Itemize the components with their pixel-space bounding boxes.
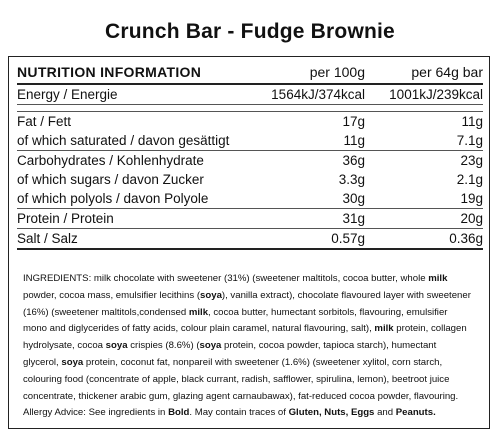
row-value-100g: 11g bbox=[343, 133, 365, 148]
ingredient-text: ), vanilla extract), chocolate flavoured layer with sweetener (16%) (sweetener maltitols,condensed bbox=[23, 289, 471, 318]
table-row bbox=[17, 131, 483, 151]
ingredient-text: protein, collagen hydrolysate, cocoa bbox=[23, 323, 467, 352]
ingredient-text: INGREDIENTS: milk chocolate with sweetener (31%) (sweetener maltitols, cocoa butter, whole bbox=[23, 273, 429, 284]
table-row bbox=[17, 229, 483, 250]
row-value-bar: 19g bbox=[460, 191, 483, 206]
row-divider bbox=[17, 105, 483, 112]
row-value-bar: 23g bbox=[365, 151, 483, 171]
row-value-100g: 31g bbox=[255, 209, 365, 229]
allergen-text: Gluten, Nuts, Eggs bbox=[288, 407, 375, 419]
ingredient-text: protein, coconut fat, nonpareil with sweetener (1.6%) (sweetener xylitol, corn starch, colouring food (concentrate of apple, black currant, radish, safflower, spirulina, lemon), beetroot juice concentrate, thickener arabic gum, glazing agent carnaubawax), fat-reduced cocoa powder, flavouring. Allergy Advice: See ingredients in bbox=[23, 356, 459, 419]
row-value-100g: 36g bbox=[255, 151, 365, 171]
allergen-text: milk bbox=[188, 306, 209, 318]
row-value-bar: 2.1g bbox=[456, 172, 483, 187]
ingredients-text bbox=[23, 271, 473, 422]
row-value-bar: 0.36g bbox=[365, 229, 483, 250]
row-value-100g: 30g bbox=[342, 191, 365, 206]
row-value-bar: 7.1g bbox=[456, 133, 483, 148]
table-row bbox=[17, 112, 483, 132]
row-label: of which polyols / davon Polyole bbox=[17, 191, 209, 206]
ingredient-text: . May contain traces of bbox=[189, 407, 289, 419]
row-value-100g: 17g bbox=[255, 112, 365, 132]
product-title: Crunch Bar - Fudge Brownie bbox=[105, 20, 395, 43]
row-label: Fat / Fett bbox=[17, 112, 255, 132]
nutrition-table bbox=[17, 61, 483, 256]
allergen-text: Bold bbox=[168, 407, 190, 419]
table-header-row bbox=[17, 61, 483, 84]
allergen-text: soya bbox=[105, 340, 128, 352]
allergen-text: soya bbox=[199, 340, 222, 352]
table-row bbox=[17, 84, 483, 105]
row-label: Salt / Salz bbox=[17, 229, 255, 250]
table-row bbox=[17, 209, 483, 229]
ingredient-text: powder, cocoa mass, emulsifier lecithins ( bbox=[23, 289, 201, 301]
ingredient-text: , cocoa butter, humectant sorbitols, flavouring, emulsifier mono and diglycerides of fatty acids, colour plain caramel, natural flavouring, salt), bbox=[23, 306, 448, 335]
row-label: Energy / Energie bbox=[17, 84, 255, 105]
row-label: Carbohydrates / Kohlenhydrate bbox=[17, 151, 255, 171]
row-label: of which sugars / davon Zucker bbox=[17, 172, 204, 187]
row-value-100g: 3.3g bbox=[338, 172, 365, 187]
header-per-bar: per 64g bar bbox=[411, 64, 483, 80]
ingredient-text: protein, cocoa powder, tapioca starch), humectant glycerol, bbox=[23, 340, 437, 368]
allergen-text: milk bbox=[428, 273, 448, 284]
allergen-text: Peanuts. bbox=[395, 407, 436, 419]
row-value-100g: 1564kJ/374kcal bbox=[255, 84, 365, 105]
nutrition-panel bbox=[8, 56, 490, 429]
table-row bbox=[17, 189, 483, 209]
header-per-100g: per 100g bbox=[309, 64, 365, 80]
row-value-bar: 20g bbox=[365, 209, 483, 229]
row-value-bar: 11g bbox=[365, 112, 483, 132]
row-value-bar: 1001kJ/239kcal bbox=[365, 84, 483, 105]
row-value-100g: 0.57g bbox=[255, 229, 365, 250]
table-row bbox=[17, 170, 483, 189]
header-label: NUTRITION INFORMATION bbox=[17, 64, 202, 80]
row-label: of which saturated / davon gesättigt bbox=[17, 133, 230, 148]
allergen-text: soya bbox=[200, 289, 222, 301]
allergen-text: soya bbox=[61, 356, 84, 368]
table-row bbox=[17, 151, 483, 171]
ingredient-text: crispies (8.6%) ( bbox=[127, 340, 200, 352]
allergen-text: milk bbox=[374, 323, 394, 335]
ingredient-text: and bbox=[374, 407, 396, 419]
row-divider bbox=[17, 249, 483, 256]
row-label: Protein / Protein bbox=[17, 209, 255, 229]
